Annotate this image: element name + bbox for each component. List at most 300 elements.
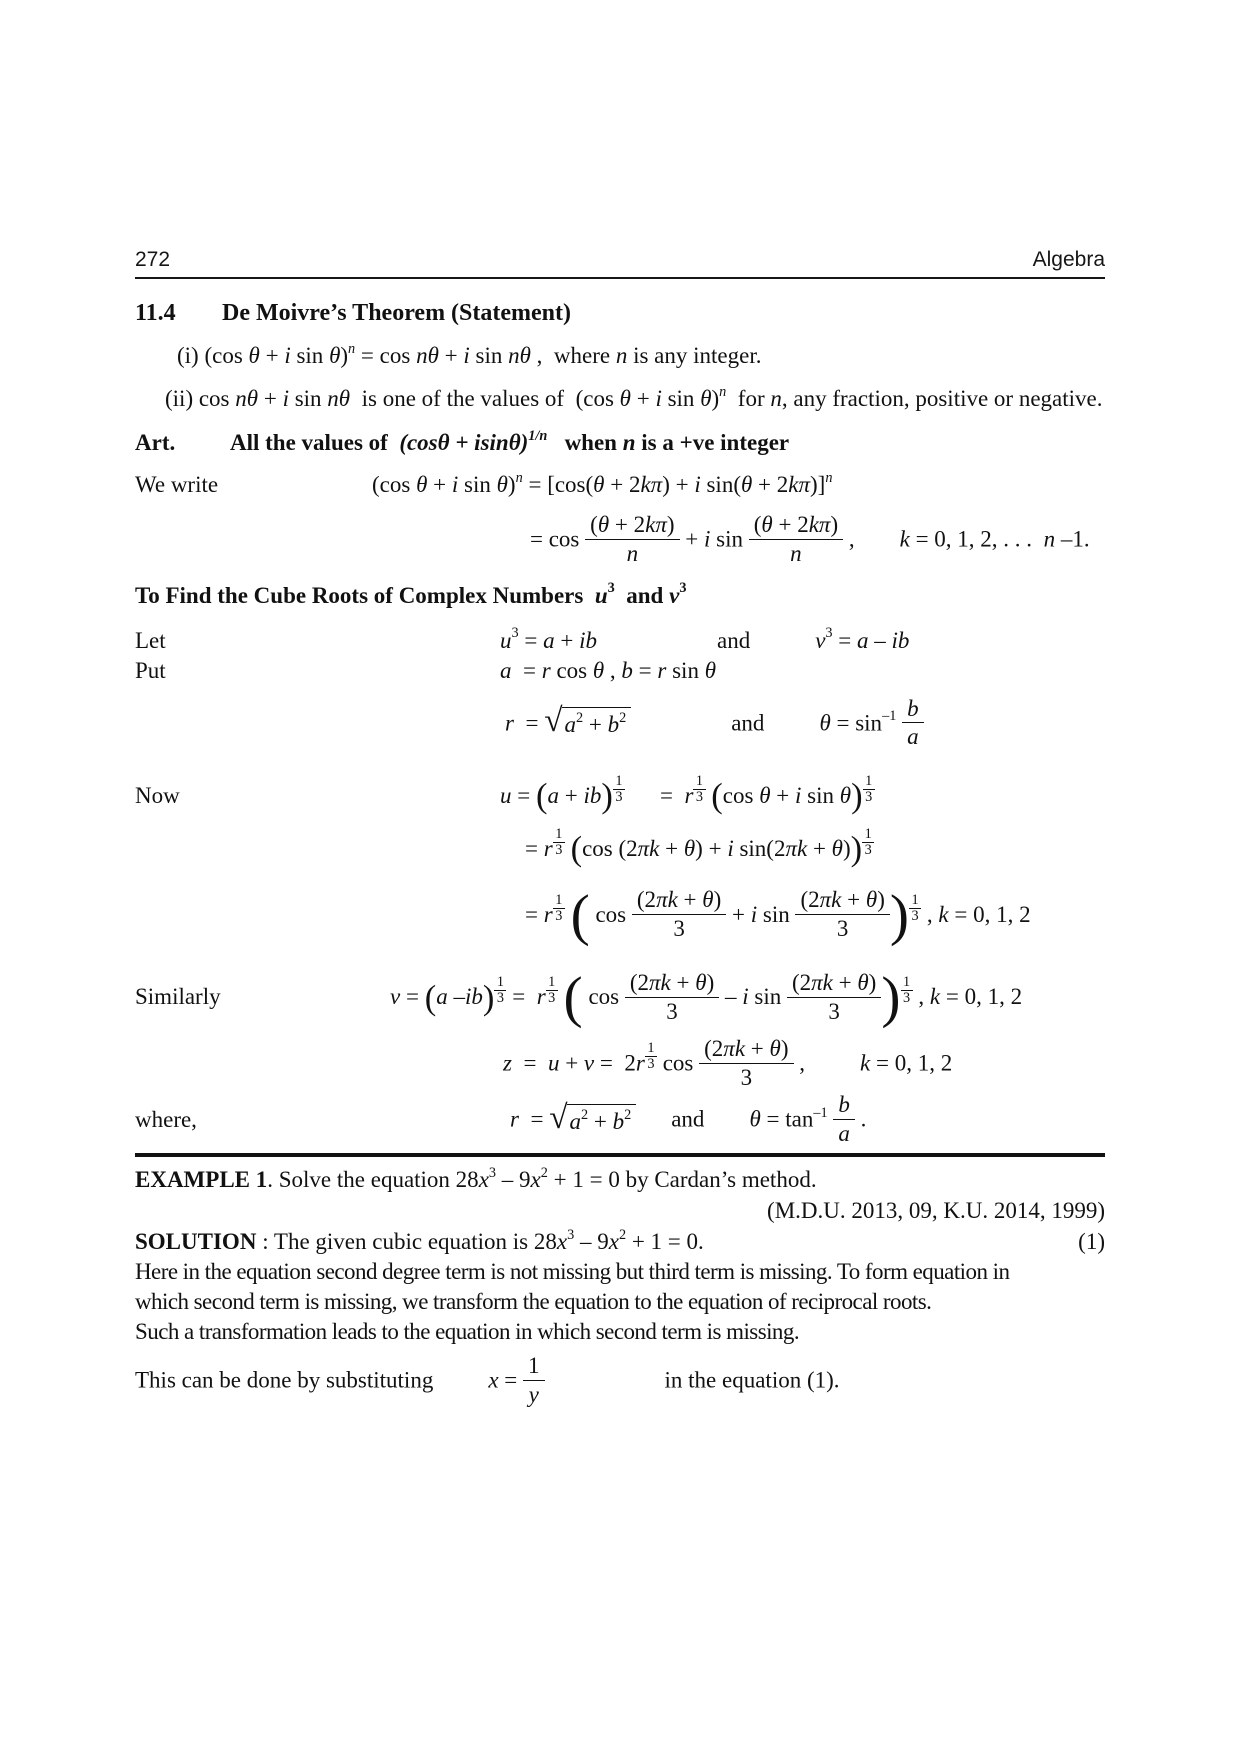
text-run: + — [258, 386, 283, 411]
fraction-denominator — [901, 991, 913, 1006]
line-put — [135, 656, 1105, 686]
text-run: v — [583, 1050, 595, 1076]
fraction — [699, 1036, 793, 1091]
text-run: 1 — [695, 773, 704, 789]
text-run: i — [750, 901, 758, 927]
text-run: = 0, 1, 2 — [940, 984, 1023, 1010]
text-run: θ — [329, 343, 341, 368]
text-run: cos — [550, 657, 593, 683]
text-run: ) — [711, 386, 720, 411]
text-run: θ — [593, 472, 605, 497]
text-run: Put — [135, 657, 166, 683]
fraction-denominator — [787, 998, 881, 1025]
text-run: (cos — [372, 472, 417, 497]
text-run: πk — [637, 835, 660, 861]
text-run: = — [498, 1367, 524, 1393]
text-run: i — [795, 783, 802, 808]
text-run: sin(2 — [733, 835, 786, 861]
text-run: is one of the values of (cos — [350, 386, 620, 411]
text-run: = 0, 1, 2 — [948, 901, 1031, 927]
big-parenthesis: ) — [881, 966, 901, 1030]
text-run: We write — [135, 472, 219, 497]
text-run: 3 — [496, 990, 504, 1007]
line-cube-roots-heading — [135, 581, 1105, 611]
text-run: 3 — [607, 580, 615, 597]
text-run: (ii) cos — [165, 386, 236, 411]
text-run: ) — [842, 835, 851, 861]
line-example-1 — [135, 1165, 1105, 1195]
text-run: = cos — [530, 526, 586, 552]
superscript — [825, 471, 832, 485]
line-z-sum — [135, 1035, 1105, 1093]
fraction — [795, 887, 889, 942]
text-run: = 2 — [594, 1050, 636, 1076]
text-run: i — [742, 984, 749, 1010]
text-run: cos — [722, 783, 760, 808]
text-run: n — [770, 386, 782, 411]
fraction — [902, 696, 924, 751]
text-run: kπ — [640, 472, 663, 497]
text-run: n — [348, 340, 356, 357]
text-run: 3 — [911, 907, 919, 924]
fraction — [862, 827, 874, 858]
text-run: θ — [857, 969, 869, 995]
text-run: i — [463, 343, 470, 368]
text-run: k — [938, 901, 949, 927]
superscript — [546, 975, 558, 1006]
fraction — [632, 887, 726, 942]
text-run: 1 — [615, 773, 623, 789]
section-heading — [135, 299, 1105, 327]
fraction — [585, 512, 679, 567]
superscript — [553, 893, 565, 924]
text-run: and — [614, 582, 670, 608]
text-run: + — [259, 343, 285, 368]
text-run: πk — [819, 887, 842, 913]
text-run: ( — [590, 512, 598, 537]
superscript — [619, 711, 626, 725]
text-run: cos — [589, 901, 632, 927]
text-run: )] — [810, 472, 826, 497]
text-run: i — [284, 343, 291, 368]
fraction-denominator — [613, 790, 625, 805]
text-run: x — [556, 1228, 568, 1254]
line-u-step3 — [135, 883, 1105, 947]
text-run: i — [694, 472, 701, 497]
text-run: + 1 = 0 by Cardan’s method. — [547, 1166, 817, 1192]
text-run: ) — [830, 512, 839, 537]
text-run: = — [400, 984, 425, 1010]
text-run: k — [860, 1050, 871, 1076]
text-run: n — [719, 383, 727, 400]
text-run: = — [511, 657, 542, 683]
equation-number: (1) — [1078, 1228, 1105, 1254]
fraction-numerator — [523, 1353, 545, 1381]
text-run: kπ — [808, 512, 831, 537]
big-parenthesis: ( — [535, 777, 548, 816]
text-run: and — [671, 1106, 705, 1132]
big-parenthesis: ) — [851, 777, 863, 816]
fraction — [863, 774, 875, 805]
line-citation: (M.D.U. 2013, 09, K.U. 2014, 1999) — [767, 1197, 1105, 1223]
text-run: (2 — [704, 1035, 724, 1061]
text-run: = — [518, 627, 544, 653]
text-run: z — [503, 1050, 512, 1076]
fraction — [494, 975, 506, 1006]
text-run: n — [825, 469, 833, 486]
text-run: + — [670, 969, 696, 995]
superscript — [516, 471, 523, 485]
text-run: 1 — [647, 1040, 655, 1057]
text-run: a — [547, 783, 559, 808]
text-run: sin — [710, 526, 749, 552]
text-run: = tan — [760, 1106, 814, 1132]
text-run: θ — [761, 512, 773, 537]
book-title: Algebra — [1032, 248, 1105, 271]
superscript — [608, 581, 615, 595]
text-run: + — [558, 783, 584, 808]
page-header — [135, 248, 1105, 279]
text-run: r — [510, 1106, 519, 1132]
text-run: and — [716, 627, 751, 653]
text-run: 3 — [864, 841, 872, 858]
text-run: k — [899, 526, 910, 552]
text-run: sin — [666, 657, 705, 683]
text-run: cos (2 — [582, 835, 638, 861]
big-parenthesis: ( — [570, 830, 583, 869]
text-run: SOLUTION — [135, 1228, 257, 1254]
text-run: θ — [769, 1035, 781, 1061]
text-run: θ — [759, 783, 771, 808]
text-run: v — [669, 582, 680, 608]
text-run: r — [543, 901, 553, 927]
text-run: 1 — [555, 825, 563, 842]
text-run: 3 — [555, 907, 563, 924]
solution-text — [135, 1227, 704, 1257]
superscript — [619, 1228, 626, 1242]
fraction — [787, 970, 881, 1025]
text-run: ) — [877, 887, 885, 913]
text-run: 3 — [488, 1164, 497, 1181]
fraction-denominator — [863, 790, 875, 805]
text-run: . — [854, 1106, 867, 1132]
text-run: i — [655, 386, 662, 411]
text-run: nθ — [508, 343, 531, 368]
superscript — [901, 975, 913, 1006]
text-run: – — [719, 984, 743, 1010]
superscript — [813, 1106, 827, 1120]
fraction-numerator — [909, 893, 921, 909]
superscript — [489, 1166, 496, 1180]
section-divider-rule — [135, 1153, 1105, 1157]
text-run: ) — [868, 969, 877, 995]
text-run: for — [726, 386, 771, 411]
text-run: = cos — [355, 343, 417, 368]
text-run: nθ — [327, 386, 351, 411]
fraction — [645, 1041, 657, 1072]
text-run: cos — [582, 984, 625, 1010]
fraction-denominator — [699, 1064, 793, 1091]
text-run: = — [513, 710, 545, 736]
text-run: ib — [891, 627, 910, 653]
text-run: 2 — [580, 1106, 589, 1123]
text-run: a — [569, 1109, 581, 1135]
text-run: where, — [135, 1106, 197, 1132]
text-run: n — [515, 469, 523, 486]
text-run: (2 — [791, 969, 812, 995]
text-run: 1/n — [528, 427, 548, 444]
text-run: θ — [749, 1106, 761, 1132]
text-run: a — [564, 712, 576, 738]
text-run: (2 — [629, 969, 650, 995]
text-run: 2 — [619, 709, 627, 726]
text-run: = 0, 1, 2, . . . — [909, 526, 1044, 552]
radicand — [567, 1104, 636, 1137]
text-run: u — [547, 1050, 560, 1076]
fraction-numerator — [862, 827, 874, 843]
line-similarly-v — [135, 966, 1105, 1030]
text-run: θ — [496, 472, 508, 497]
fraction-denominator — [546, 991, 558, 1006]
text-run: 1 — [496, 974, 504, 991]
text-run: πk — [785, 835, 808, 861]
radical-sign: √ — [544, 702, 563, 740]
text-run: , — [793, 1050, 805, 1076]
fraction-numerator — [645, 1041, 657, 1057]
text-run: sin — [801, 783, 840, 808]
text-run: , — [843, 526, 855, 552]
line-substitution — [135, 1352, 1105, 1410]
text-run: θ — [416, 472, 428, 497]
text-run: + — [659, 835, 684, 861]
text-run: ) — [706, 969, 715, 995]
text-run: a — [500, 657, 512, 683]
text-run: θ — [619, 386, 631, 411]
text-run: sin — [458, 472, 497, 497]
paragraph-line-1: Here in the equation second degree term is not missing but third term is missing. To form equation in — [135, 1258, 1010, 1284]
text-run: 3 — [740, 1064, 753, 1090]
text-run: πk — [811, 969, 833, 995]
text-run: , where — [530, 343, 616, 368]
text-run: ( — [753, 512, 762, 537]
text-run: , — [921, 901, 939, 927]
fraction — [909, 893, 921, 924]
text-run: θ — [865, 887, 878, 913]
fraction — [523, 1353, 545, 1408]
text-run: r — [543, 835, 553, 861]
text-run: 3 — [825, 625, 833, 642]
text-run: + — [630, 386, 656, 411]
text-run: u — [500, 627, 512, 653]
text-run: 3 — [511, 625, 519, 642]
text-run: b — [621, 657, 633, 683]
text-run: θ — [597, 512, 610, 537]
superscript — [862, 827, 874, 858]
fraction-denominator — [494, 991, 506, 1006]
text-run: – — [447, 984, 465, 1010]
text-run: θ — [248, 343, 260, 368]
text-run: θ — [683, 835, 696, 861]
text-run: = — [659, 783, 685, 808]
line-let — [135, 626, 1105, 656]
text-run: –1. — [1055, 526, 1090, 552]
superscript — [553, 827, 565, 858]
text-run: v — [390, 984, 401, 1010]
text-run: + — [832, 969, 858, 995]
text-run: sin — [288, 386, 328, 411]
text-run: 3 — [695, 788, 704, 805]
text-run: + 2 — [752, 472, 789, 497]
text-run: + — [677, 887, 703, 913]
text-run: cos — [656, 1050, 700, 1076]
text-run: To Find the Cube Roots of Complex Numbers — [135, 582, 595, 608]
text-run: 2 — [575, 709, 584, 726]
text-run: and — [731, 710, 765, 736]
text-run: (2 — [636, 887, 657, 913]
text-run: + — [807, 835, 832, 861]
fraction-denominator — [632, 915, 726, 942]
text-run: (cosθ + isinθ) — [399, 430, 529, 455]
text-run: Similarly — [135, 984, 221, 1010]
text-run: 2 — [624, 1106, 632, 1123]
text-run: + — [438, 343, 464, 368]
text-run: x — [608, 1228, 619, 1254]
line-statement-ii — [135, 384, 1105, 414]
text-run: + 2 — [772, 512, 809, 537]
text-run: 3 — [836, 916, 849, 942]
section-title: De Moivre’s Theorem (Statement) — [222, 300, 572, 326]
text-run: = — [525, 835, 544, 861]
text-run: a — [543, 627, 555, 653]
text-run: πk — [723, 1035, 746, 1061]
text-run: ib — [464, 984, 483, 1010]
text-run: sin — [757, 901, 796, 927]
fraction-numerator — [553, 893, 565, 909]
text-run: r — [505, 710, 514, 736]
text-run: θ — [700, 386, 712, 411]
fraction-denominator — [902, 723, 924, 750]
text-run: 3 — [679, 580, 687, 597]
text-run: = — [518, 1106, 550, 1132]
fraction-denominator — [833, 1120, 855, 1147]
text-run: 3 — [548, 990, 556, 1007]
text-run: + 2 — [604, 472, 641, 497]
text-run: i — [282, 386, 289, 411]
text-run: 3 — [903, 990, 911, 1007]
text-run: 3 — [666, 998, 678, 1024]
fraction-denominator — [909, 909, 921, 924]
fraction-numerator — [693, 774, 705, 790]
fraction-denominator — [585, 540, 679, 567]
text-run: –1 — [882, 707, 897, 724]
text-run: + 2 — [609, 512, 646, 537]
text-run: 1 — [555, 891, 563, 908]
text-run: a — [857, 627, 869, 653]
section-number: 11.4 — [135, 300, 176, 326]
text-run: x — [530, 1166, 541, 1192]
fraction — [833, 1092, 855, 1147]
text-run: 3 — [865, 788, 873, 805]
fraction — [553, 827, 565, 858]
text-run: + — [770, 783, 796, 808]
text-run: = — [511, 783, 536, 808]
text-run: + — [554, 627, 580, 653]
text-run: + — [559, 1050, 584, 1076]
square-root — [544, 702, 631, 740]
superscript — [541, 1166, 548, 1180]
line-expanded-form — [135, 514, 1105, 569]
text-run: sin — [469, 343, 509, 368]
text-run: i — [727, 835, 734, 861]
text-run: , any fraction, positive or negative. — [781, 386, 1103, 411]
text-run: n — [622, 430, 636, 455]
text-run: n — [790, 540, 802, 566]
fraction-denominator — [693, 790, 705, 805]
text-run: θ — [702, 887, 714, 913]
fraction-denominator — [553, 843, 565, 858]
fraction-numerator — [613, 774, 625, 790]
text-run: (2 — [800, 887, 820, 913]
text-run: r — [684, 783, 694, 808]
text-run: This can be done by substituting — [135, 1367, 434, 1393]
superscript — [512, 626, 519, 640]
fraction-numerator — [902, 696, 924, 724]
line-where — [135, 1094, 1105, 1149]
text-run: – — [868, 627, 892, 653]
text-run: n — [615, 343, 628, 368]
fraction-numerator — [625, 970, 719, 998]
paragraph-line-2: which second term is missing, we transform the equation to the equation of reciprocal roots. — [135, 1288, 932, 1314]
text-run: n — [626, 540, 639, 566]
fraction-numerator — [553, 827, 565, 843]
text-run: πk — [656, 887, 678, 913]
text-run: nθ — [235, 386, 259, 411]
text-run: , — [604, 657, 622, 683]
line-art-heading — [135, 428, 1105, 458]
line-u-step2 — [135, 827, 1105, 868]
fraction — [625, 970, 719, 1025]
text-run: n — [1043, 526, 1056, 552]
superscript — [679, 581, 686, 595]
text-run: u — [500, 783, 512, 808]
text-run: sin( — [700, 472, 741, 497]
text-run: y — [528, 1381, 539, 1407]
fraction-numerator — [901, 975, 913, 991]
fraction-denominator — [523, 1381, 545, 1408]
text-run: = — [525, 901, 544, 927]
text-run: 2 — [540, 1164, 548, 1181]
fraction-numerator — [787, 970, 881, 998]
text-run: 3 — [615, 788, 623, 805]
text-run: ) — [666, 512, 675, 537]
text-run: = sin — [830, 710, 883, 736]
text-run: 1 — [528, 1352, 540, 1378]
big-parenthesis: ) — [850, 830, 863, 869]
text-run: b — [838, 1092, 850, 1118]
text-run: 2 — [618, 1226, 627, 1243]
fraction-numerator — [632, 887, 726, 915]
fraction-numerator — [833, 1092, 855, 1120]
text-run: kπ — [788, 472, 811, 497]
text-run: 1 — [864, 825, 872, 842]
superscript — [693, 774, 705, 805]
superscript — [909, 893, 921, 924]
superscript — [863, 774, 875, 805]
text-run: Now — [135, 783, 180, 808]
text-run: r — [541, 657, 551, 683]
text-run: : The given cubic equation is 28 — [256, 1228, 557, 1254]
text-run: ib — [583, 783, 602, 808]
